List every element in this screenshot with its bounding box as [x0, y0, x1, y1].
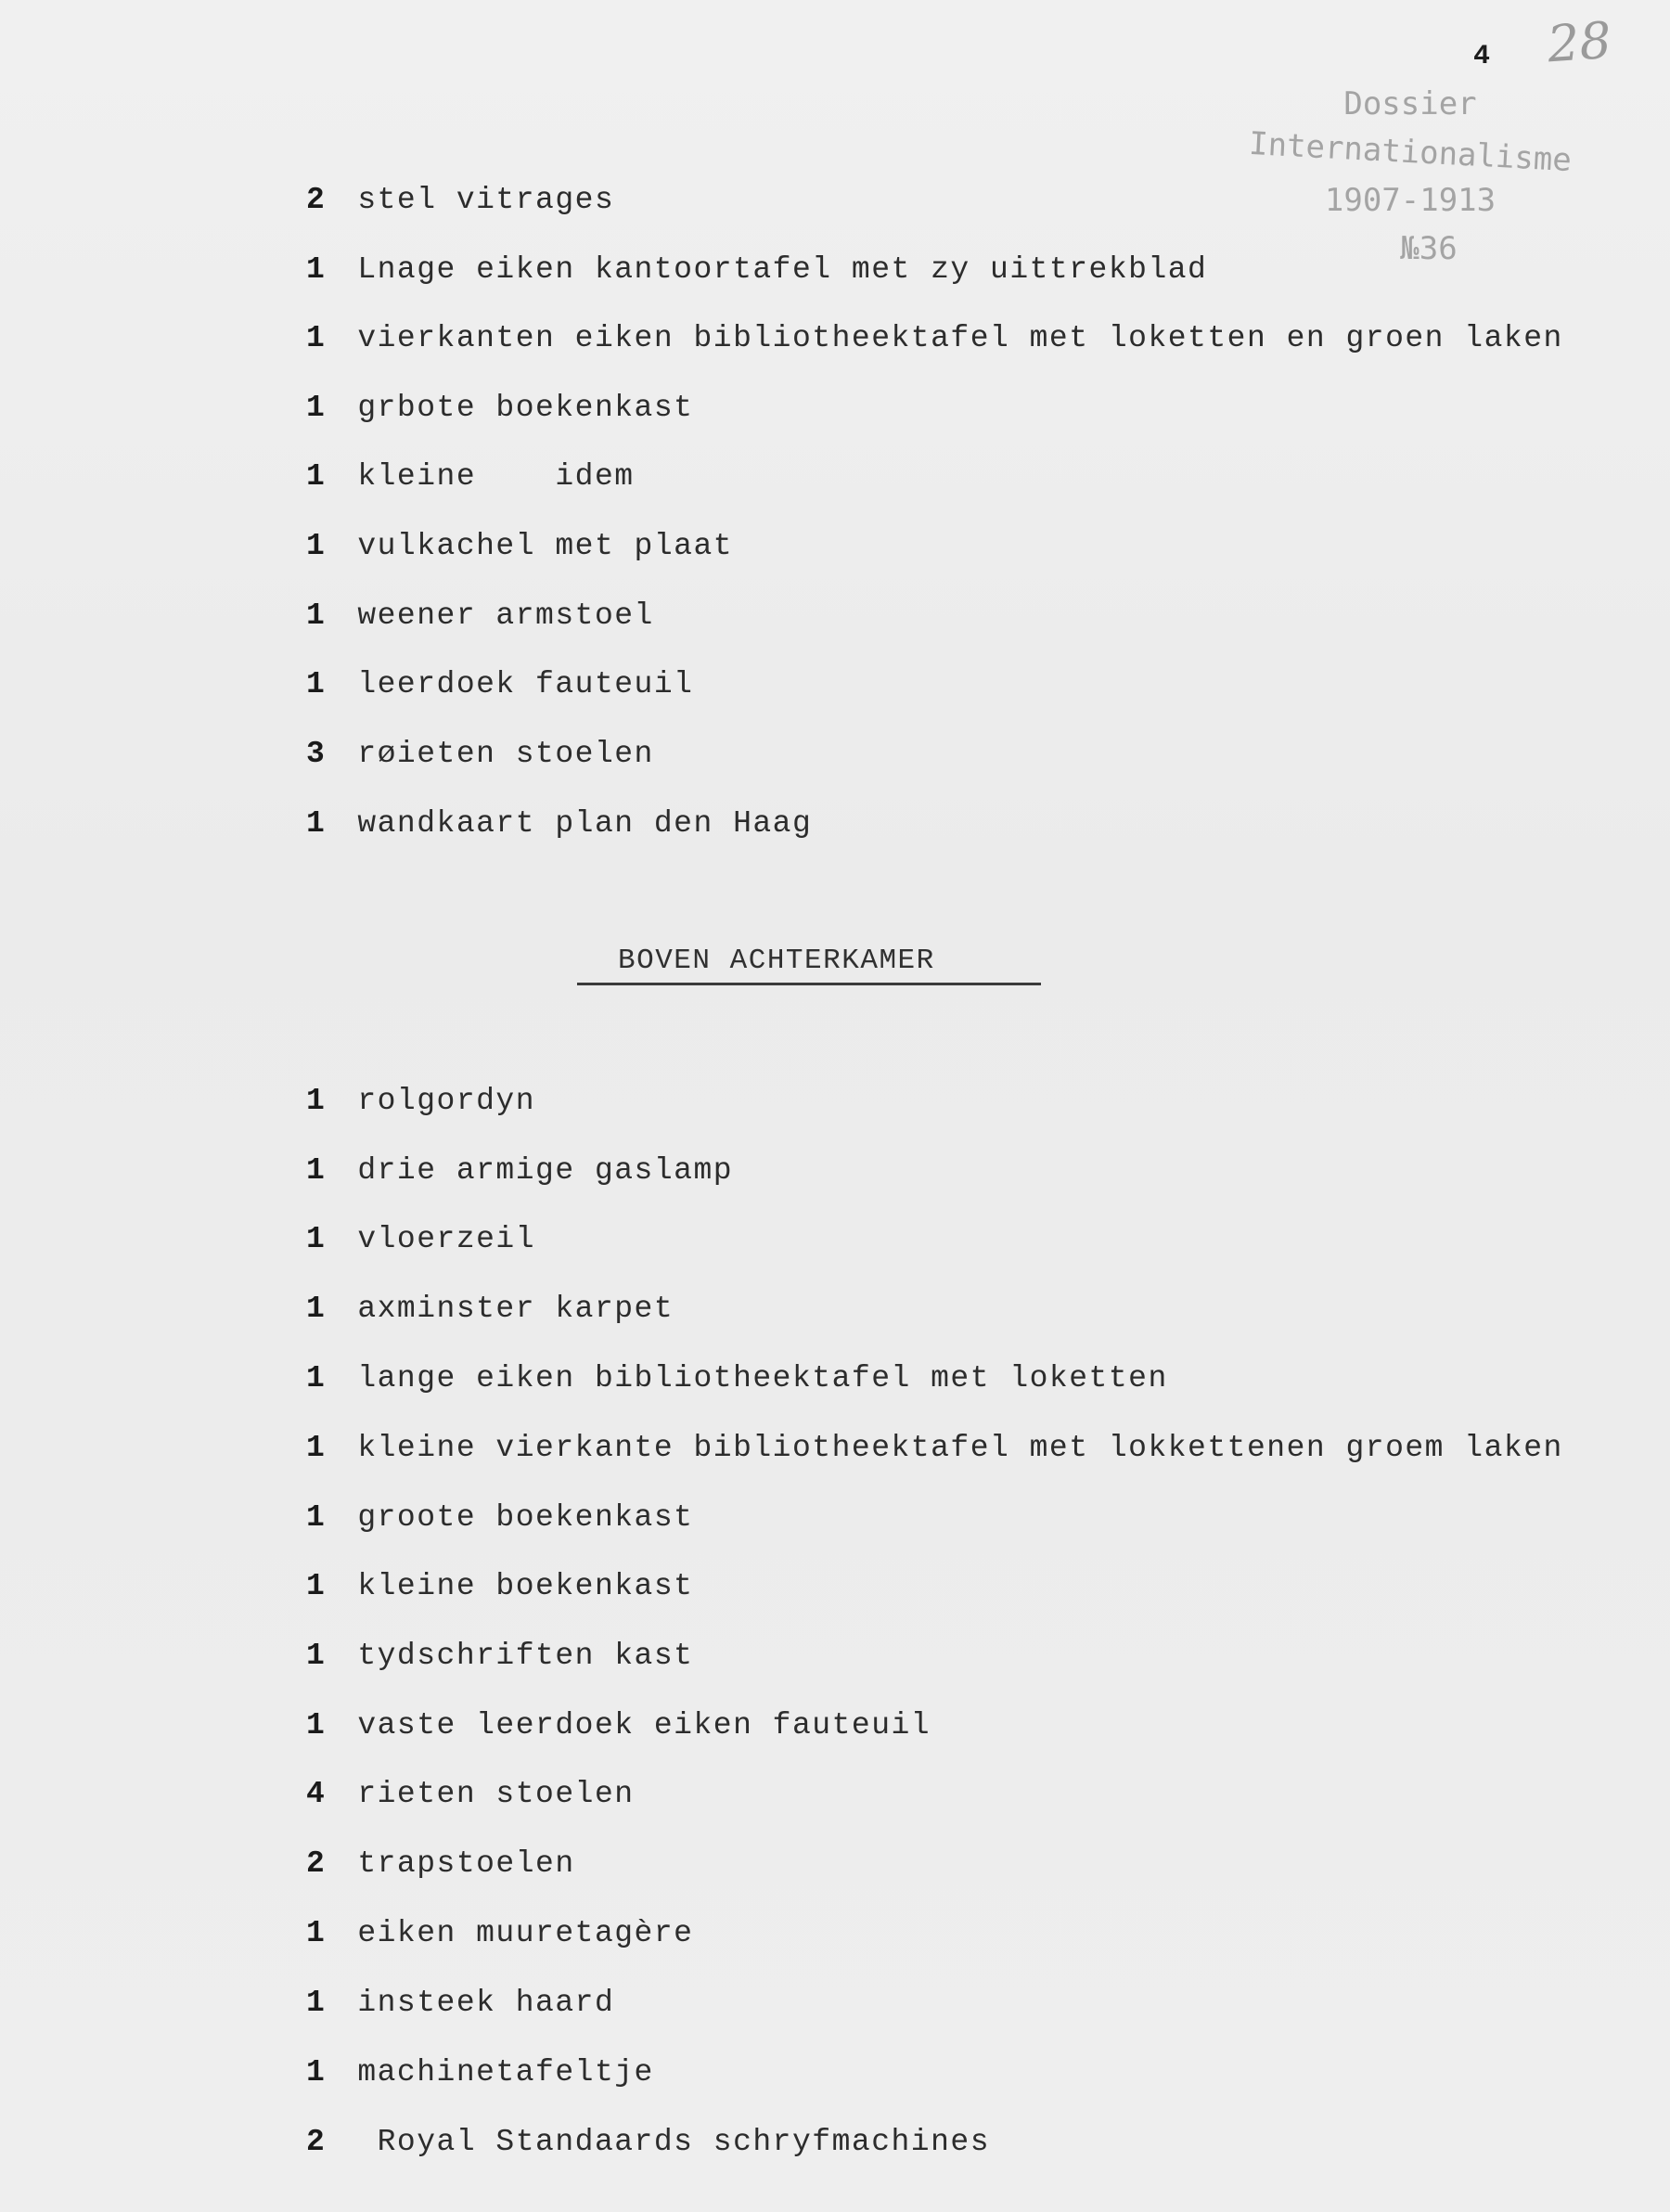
item-description: tydschriften kast: [357, 1639, 694, 1673]
item-quantity: 1: [306, 1500, 327, 1535]
list-item: [306, 1221, 535, 1258]
item-quantity: 1: [306, 1708, 327, 1743]
item-quantity: 1: [306, 806, 327, 841]
item-description: kleine vierkante bibliotheektafel met lokkettenen groem laken: [357, 1431, 1563, 1465]
item-description: røieten stoelen: [357, 737, 654, 771]
list-item: [306, 458, 635, 495]
stamp-line-1: Dossier: [1343, 85, 1477, 122]
stamp-line-4: №36: [1400, 230, 1458, 267]
list-item: [306, 1985, 614, 2022]
archive-stamp: [1225, 80, 1596, 273]
item-quantity: 4: [306, 1777, 327, 1811]
item-description: wandkaart plan den Haag: [357, 806, 813, 841]
item-quantity: 1: [306, 667, 327, 701]
item-quantity: 3: [306, 737, 327, 771]
stamp-line-3: 1907-1913: [1324, 182, 1497, 219]
item-description: machinetafeltje: [357, 2055, 654, 2090]
item-description: trapstoelen: [357, 1846, 575, 1881]
stamp-line-2: Internationalisme: [1248, 124, 1573, 180]
list-item: [306, 1845, 575, 1883]
item-quantity: 2: [306, 2125, 327, 2159]
item-quantity: 1: [306, 1153, 327, 1188]
item-description: vulkachel met plaat: [357, 529, 734, 563]
list-item: [306, 1915, 693, 1952]
item-quantity: 1: [306, 1361, 327, 1395]
item-quantity: 1: [306, 459, 327, 494]
list-item: [306, 2124, 990, 2161]
item-description: vierkanten eiken bibliotheektafel met loketten en groen laken: [357, 321, 1563, 355]
item-description: Lnage eiken kantoortafel met zy uittrekblad: [357, 252, 1208, 287]
list-item: [306, 1291, 674, 1328]
list-item: [306, 736, 654, 773]
list-item: [306, 182, 614, 219]
list-item: [306, 390, 693, 427]
item-quantity: 2: [306, 183, 327, 217]
item-quantity: 1: [306, 1431, 327, 1465]
list-item: [306, 1430, 1563, 1467]
list-item: [306, 598, 654, 635]
page-number: 4: [1473, 41, 1491, 72]
list-item: [306, 251, 1207, 289]
item-description: grbote boekenkast: [357, 391, 694, 425]
item-quantity: 1: [306, 1916, 327, 1950]
list-item: [306, 666, 693, 703]
item-description: insteek haard: [357, 1986, 615, 2020]
item-description: groote boekenkast: [357, 1500, 694, 1535]
item-quantity: 1: [306, 1639, 327, 1673]
item-description: weener armstoel: [357, 598, 654, 633]
item-quantity: 1: [306, 1292, 327, 1326]
item-description: vaste leerdoek eiken fauteuil: [357, 1708, 931, 1743]
list-item: [306, 1360, 1168, 1397]
list-item: [306, 528, 733, 565]
list-item: [306, 1152, 733, 1190]
item-description: rolgordyn: [357, 1084, 536, 1118]
list-item: [306, 1499, 693, 1537]
item-quantity: 1: [306, 529, 327, 563]
item-quantity: 1: [306, 1084, 327, 1118]
item-description: stel vitrages: [357, 183, 615, 217]
item-quantity: 1: [306, 321, 327, 355]
list-item: [306, 320, 1563, 357]
list-item: [306, 1568, 693, 1605]
item-description: rieten stoelen: [357, 1777, 635, 1811]
item-description: Royal Standaards schryfmachines: [357, 2125, 991, 2159]
item-description: eiken muuretagère: [357, 1916, 694, 1950]
section-heading: BOVEN ACHTERKAMER: [577, 945, 1041, 985]
list-item: [306, 1707, 931, 1744]
item-description: drie armige gaslamp: [357, 1153, 734, 1188]
list-item: [306, 1776, 635, 1813]
handwritten-number: 28: [1545, 10, 1613, 74]
item-description: vloerzeil: [357, 1222, 536, 1256]
list-item: [306, 1083, 535, 1120]
item-description: axminster karpet: [357, 1292, 674, 1326]
item-description: lange eiken bibliotheektafel met loketten: [357, 1361, 1168, 1395]
item-quantity: 1: [306, 1222, 327, 1256]
item-quantity: 1: [306, 391, 327, 425]
list-item: [306, 2054, 654, 2091]
list-item: [306, 805, 812, 842]
item-quantity: 1: [306, 1986, 327, 2020]
item-quantity: 2: [306, 1846, 327, 1881]
item-quantity: 1: [306, 598, 327, 633]
list-item: [306, 1638, 693, 1675]
item-quantity: 1: [306, 1569, 327, 1603]
item-description: kleine idem: [357, 459, 635, 494]
item-quantity: 1: [306, 2055, 327, 2090]
item-description: leerdoek fauteuil: [357, 667, 694, 701]
item-quantity: 1: [306, 252, 327, 287]
item-description: kleine boekenkast: [357, 1569, 694, 1603]
